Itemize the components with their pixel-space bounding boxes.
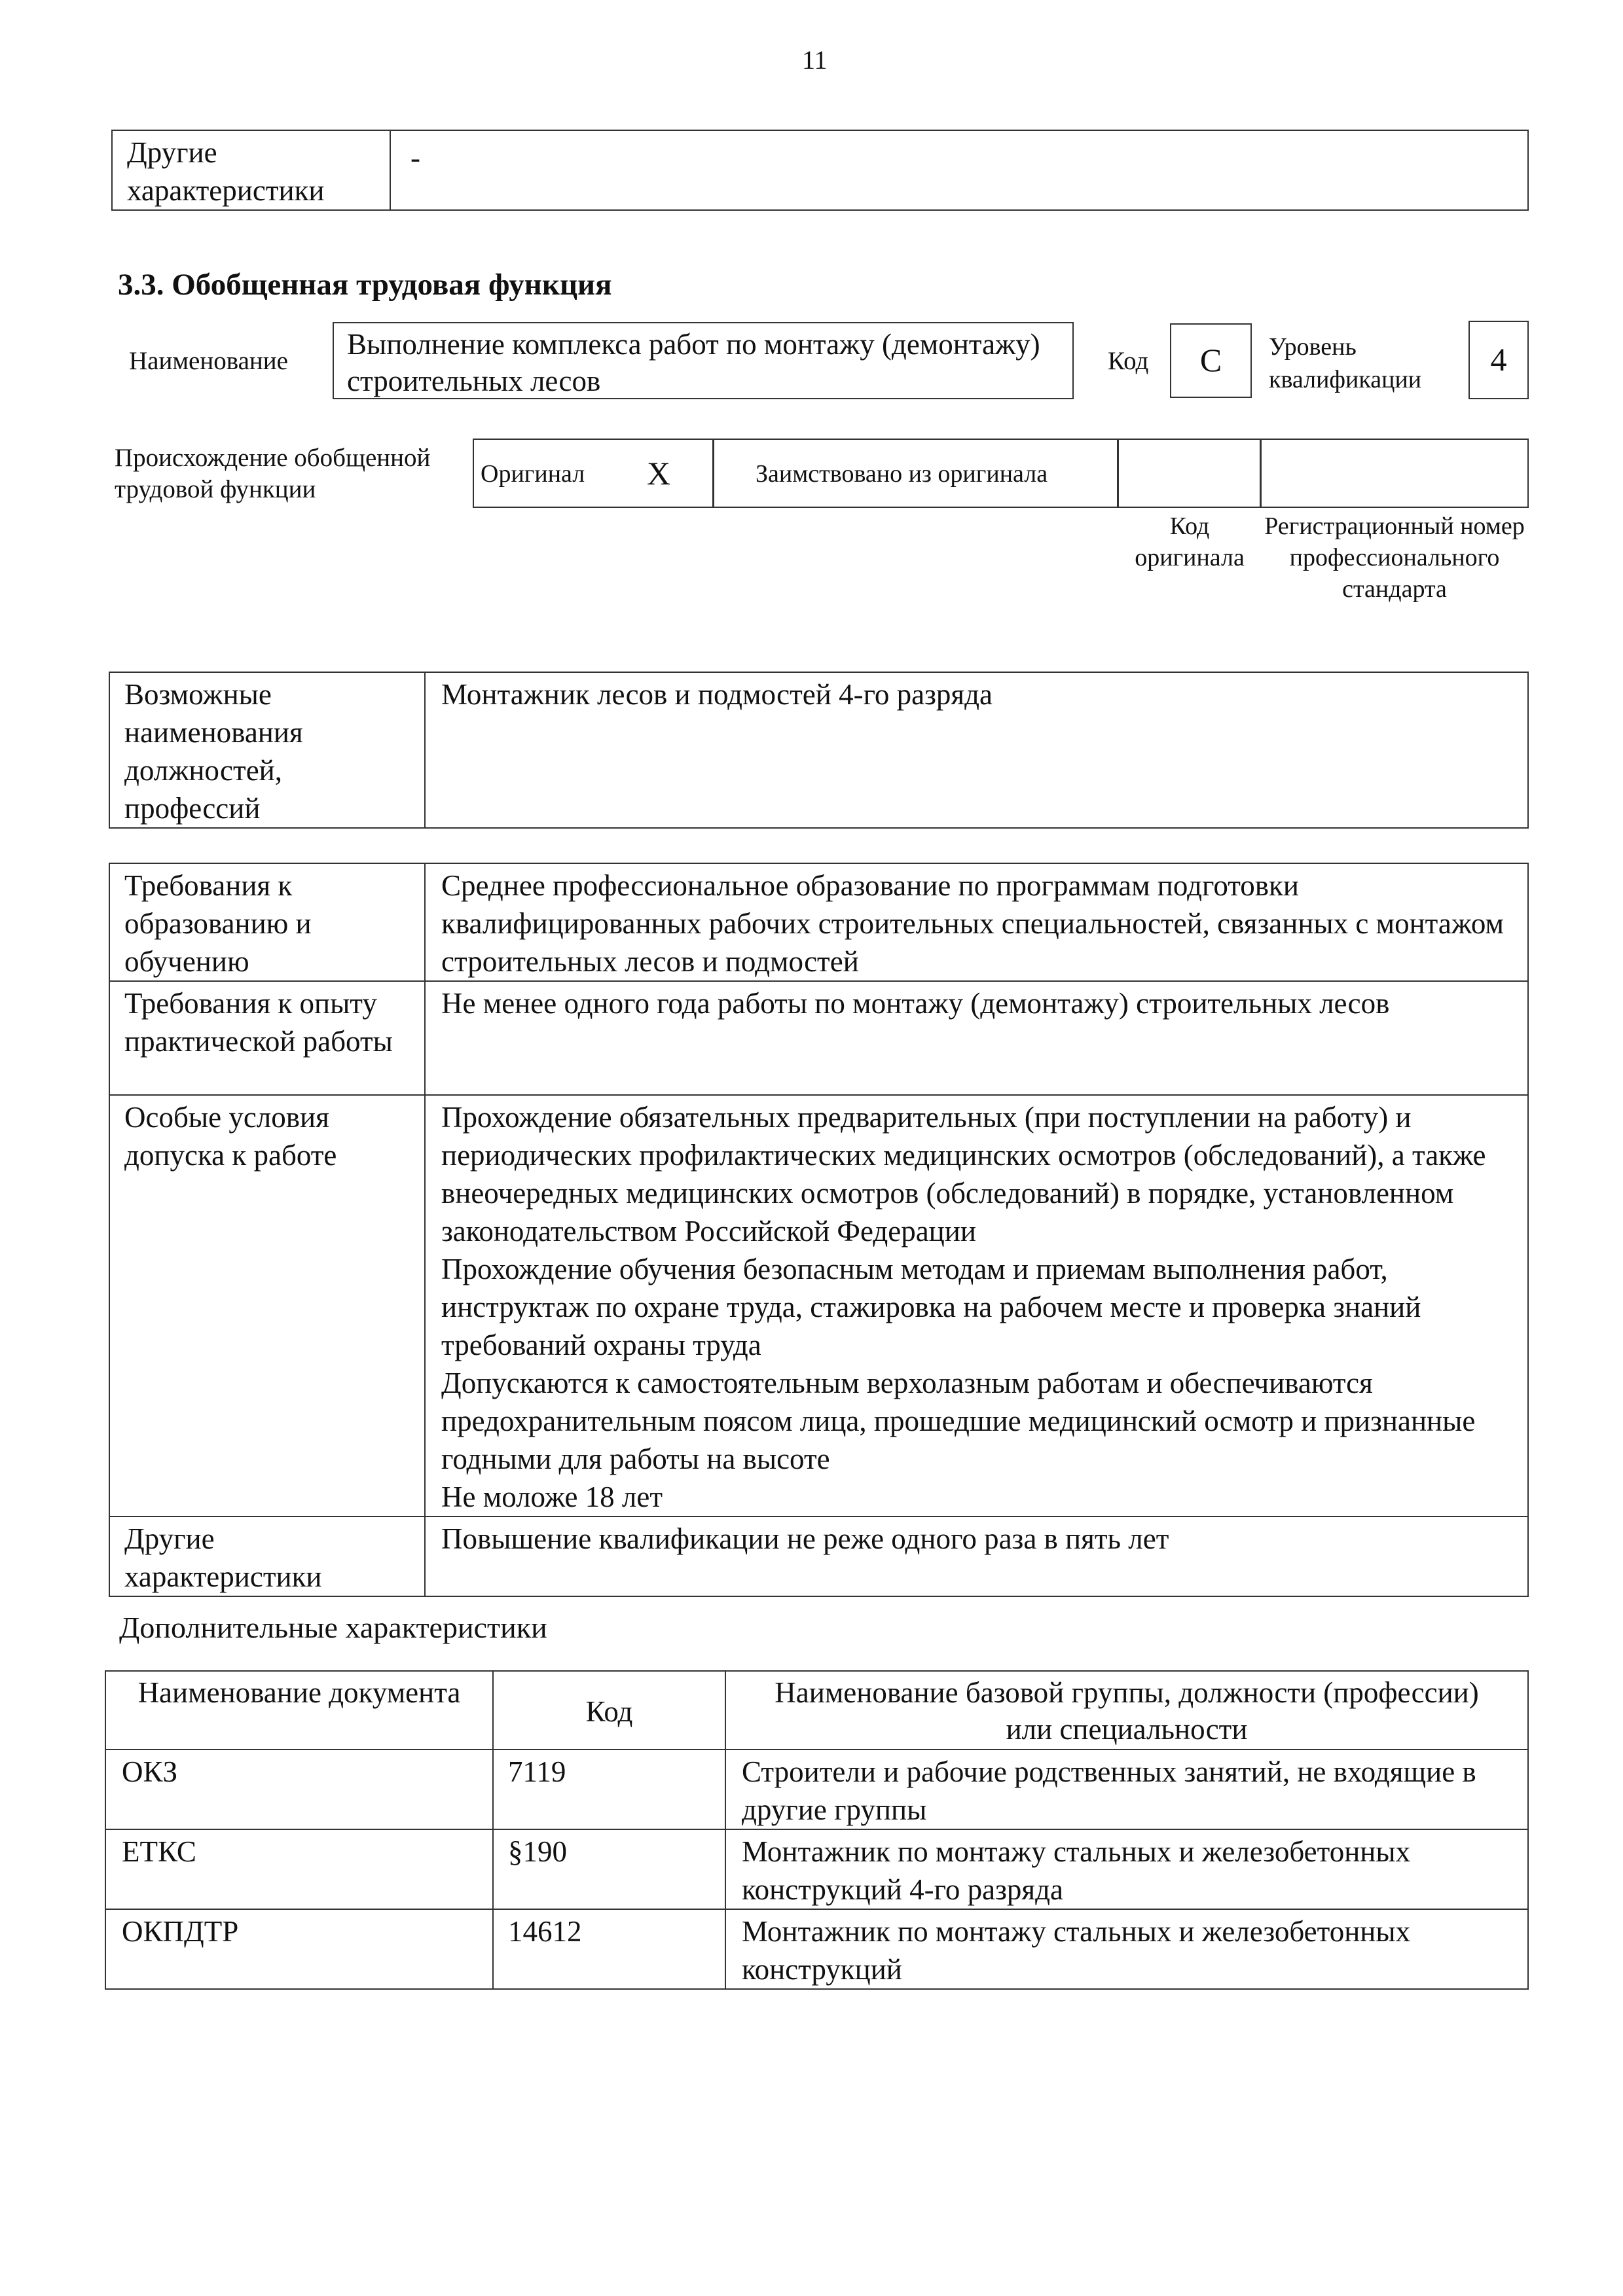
requirement-label: Особые условия допуска к работе [109, 1095, 425, 1516]
additional-header-row [105, 1671, 1528, 1749]
code-label: Код [1108, 347, 1149, 375]
level-box [1468, 321, 1529, 399]
requirement-value [425, 1095, 1528, 1516]
requirement-value: Повышение квалификации не реже одного раза в пять лет [425, 1516, 1528, 1596]
requirement-row [109, 1516, 1528, 1596]
origin-table [473, 439, 1529, 508]
row-group: Строители и рабочие родственных занятий, не входящие в другие группы [725, 1749, 1528, 1829]
requirement-line: Прохождение обучения безопасным методам и приемам выполнения работ, инструктаж по охране труда, стажировка на рабочем месте и проверка знаний требований охраны труда [441, 1253, 1421, 1361]
row-code: 7119 [493, 1749, 725, 1829]
origin-original-label: Оригинал [481, 460, 585, 488]
code-original-caption: Код оригинала [1135, 512, 1245, 571]
section-heading: 3.3. Обобщенная трудовая функция [118, 268, 612, 302]
requirements-table [109, 863, 1529, 1597]
requirement-line: Прохождение обязательных предварительных (при поступлении на работу) и периодических профилактических медицинских осмотров (обследований), а также внеочередных медицинских осмотров (обследований) в порядке, установленном законодательством Российской Федерации [441, 1101, 1486, 1247]
positions-label: Возможные наименования должностей, профессий [109, 672, 425, 828]
row-document: ОКПДТР [105, 1909, 493, 1989]
requirement-label: Требования к опыту практической работы [109, 981, 425, 1095]
table-row [105, 1749, 1528, 1829]
other-characteristics-label: Другие характеристики [112, 130, 390, 210]
row-code: 14612 [493, 1909, 725, 1989]
additional-table [105, 1670, 1529, 1990]
positions-table [109, 672, 1529, 829]
requirement-value: Среднее профессиональное образование по программам подготовки квалифицированных рабочих строительных специальностей, связанных с монтажом строительных лесов и подмостей [425, 863, 1528, 981]
code-value: С [1199, 342, 1222, 378]
requirement-row [109, 1095, 1528, 1516]
other-characteristics-table-top [111, 130, 1529, 211]
origin-divider-3 [1260, 440, 1262, 507]
origin-divider-2 [1117, 440, 1119, 507]
requirement-line: Допускаются к самостоятельным верхолазным работам и обеспечиваются предохранительным поясом лица, прошедшие медицинский осмотр и признанные годными для работы на высоте [441, 1367, 1476, 1475]
table-row [105, 1909, 1528, 1989]
row-code: §190 [493, 1829, 725, 1909]
requirement-row [109, 981, 1528, 1095]
function-name-box [333, 322, 1074, 399]
positions-value: Монтажник лесов и подмостей 4-го разряда [425, 672, 1528, 828]
header-group: Наименование базовой группы, должности (профессии) или специальности [725, 1671, 1528, 1749]
requirement-label: Другие характеристики [109, 1516, 425, 1596]
additional-title: Дополнительные характеристики [119, 1611, 547, 1644]
table-row [105, 1829, 1528, 1909]
origin-borrowed-label: Заимствовано из оригинала [756, 460, 1048, 488]
level-value: 4 [1490, 341, 1507, 378]
other-characteristics-value: - [390, 130, 1528, 210]
requirement-value: Не менее одного года работы по монтажу (демонтажу) строительных лесов [425, 981, 1528, 1095]
origin-divider-1 [712, 440, 714, 507]
row-group: Монтажник по монтажу стальных и железобетонных конструкций [725, 1909, 1528, 1989]
registration-number-caption: Регистрационный номер профессионального стандарта [1264, 512, 1525, 603]
page-number: 11 [802, 45, 828, 75]
name-label: Наименование [129, 347, 288, 375]
row-document: ОКЗ [105, 1749, 493, 1829]
level-label: Уровень квалификации [1269, 333, 1422, 393]
requirement-line: Не моложе 18 лет [441, 1480, 663, 1513]
requirement-label: Требования к образованию и обучению [109, 863, 425, 981]
code-box [1170, 323, 1252, 398]
header-document: Наименование документа [105, 1671, 493, 1749]
row-group: Монтажник по монтажу стальных и железобетонных конструкций 4-го разряда [725, 1829, 1528, 1909]
function-name-value: Выполнение комплекса работ по монтажу (демонтажу) строительных лесов [347, 328, 1040, 397]
origin-original-mark: X [647, 455, 671, 492]
requirement-row [109, 863, 1528, 981]
header-code: Код [493, 1671, 725, 1749]
origin-label: Происхождение обобщенной трудовой функции [115, 444, 431, 503]
row-document: ЕТКС [105, 1829, 493, 1909]
